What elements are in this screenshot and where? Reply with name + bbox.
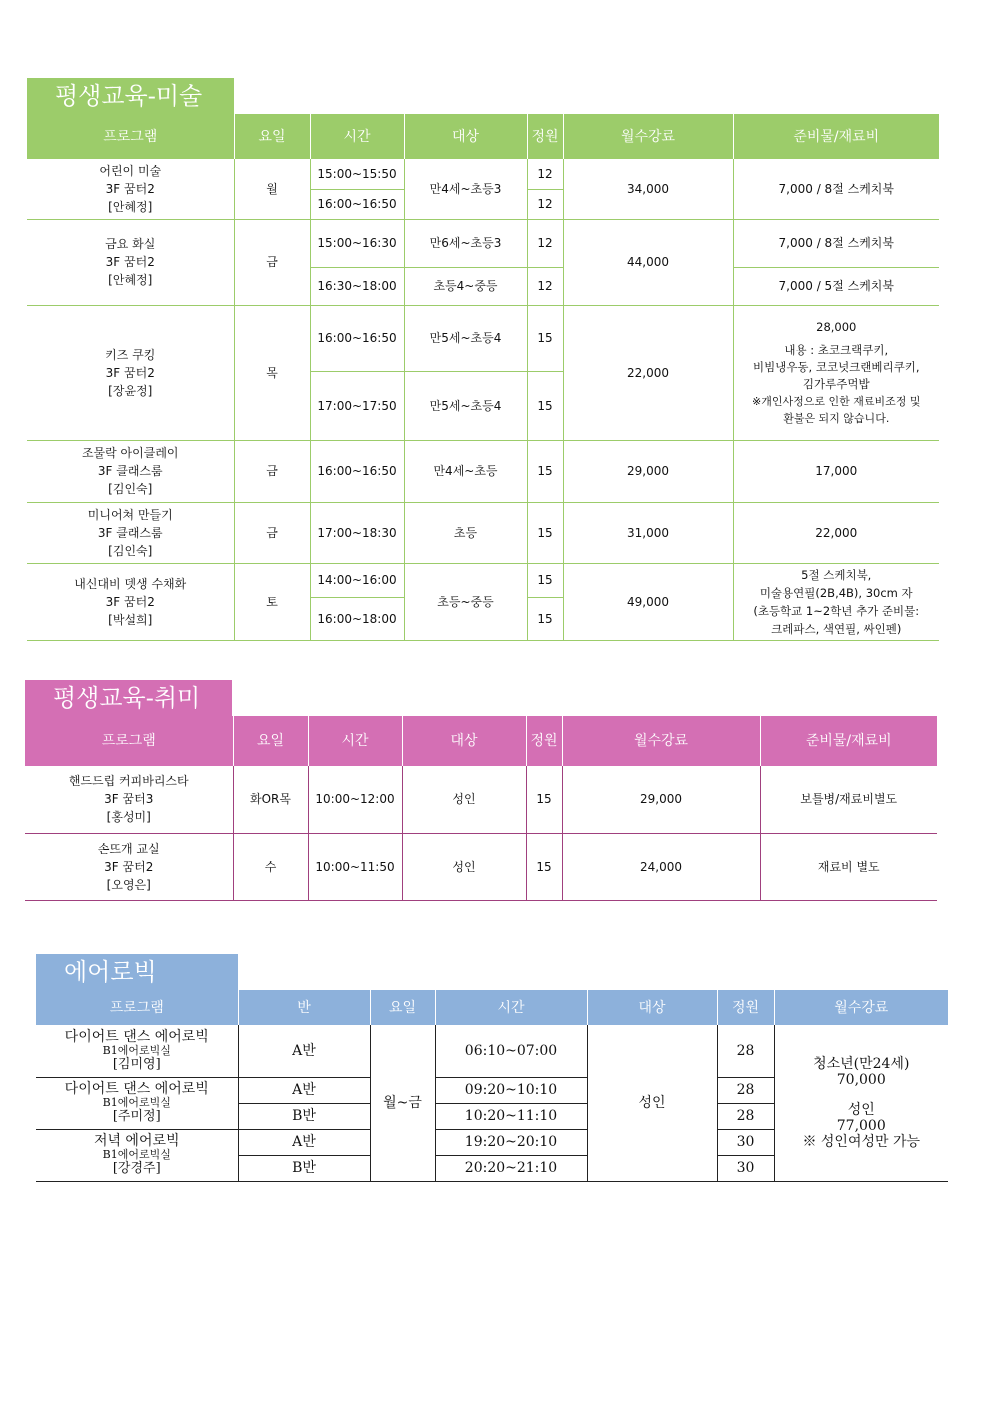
capacity-cell: 28	[717, 1103, 774, 1129]
header-program: 프로그램	[25, 716, 233, 766]
materials-cell: 7,000 / 5절 스케치북	[733, 267, 939, 305]
capacity-cell: 15	[526, 766, 562, 833]
header-target: 대상	[402, 716, 526, 766]
table-header-row	[25, 716, 937, 766]
capacity-cell: 12	[527, 189, 563, 219]
table-row	[27, 440, 939, 502]
program-cell	[27, 159, 234, 219]
materials-cell: 보틀병/재료비별도	[760, 766, 937, 833]
capacity-cell: 12	[527, 159, 563, 189]
materials-cell: 22,000	[733, 502, 939, 563]
table-row	[25, 833, 937, 900]
fee-line: 청소년(만24세)	[813, 1055, 910, 1072]
hobby-section	[25, 680, 937, 901]
materials-cell	[733, 563, 939, 640]
fee-line: 70,000	[836, 1071, 886, 1088]
program-room: 3F 꿈터3	[104, 792, 154, 807]
capacity-cell: 15	[526, 833, 562, 900]
day-cell: 화OR목	[233, 766, 308, 833]
program-room: 3F 꿈터2	[105, 181, 155, 196]
time-cell: 17:00~17:50	[310, 371, 404, 440]
program-name: 내신대비 뎃생 수채화	[74, 576, 187, 591]
table-row	[36, 1025, 948, 1077]
program-room: 3F 꿈터2	[105, 365, 155, 380]
time-cell: 15:00~15:50	[310, 159, 404, 189]
fee-cell: 29,000	[563, 440, 733, 502]
time-cell: 09:20~10:10	[435, 1077, 587, 1103]
target-cell: 성인	[402, 766, 526, 833]
aerobic-table	[36, 990, 948, 1182]
fee-cell: 22,000	[563, 305, 733, 440]
program-room: B1에어로빅실	[102, 1096, 171, 1109]
materials-line: 김가루주먹밥	[802, 376, 870, 391]
header-program: 프로그램	[27, 114, 234, 159]
target-cell: 만4세~초등3	[404, 159, 527, 219]
hobby-table	[25, 716, 937, 901]
time-cell: 19:20~20:10	[435, 1129, 587, 1155]
time-cell: 06:10~07:00	[435, 1025, 587, 1077]
table-row	[25, 766, 937, 833]
program-teacher: [주미정]	[112, 1109, 161, 1124]
table-row	[27, 219, 939, 267]
target-cell: 초등	[404, 502, 527, 563]
program-room: 3F 꿈터2	[104, 859, 154, 874]
capacity-cell: 15	[527, 305, 563, 371]
header-capacity: 정원	[526, 716, 562, 766]
aerobic-section	[36, 954, 948, 1182]
materials-line: (초등학교 1~2학년 추가 준비물:	[753, 603, 920, 618]
header-fee: 월수강료	[562, 716, 760, 766]
target-cell: 초등4~중등	[404, 267, 527, 305]
table-header-row	[36, 990, 948, 1025]
capacity-cell: 15	[527, 440, 563, 502]
program-room: B1에어로빅실	[102, 1043, 171, 1057]
table-row	[27, 159, 939, 189]
materials-line: ※개인사정으로 인한 재료비조정 및	[752, 394, 921, 408]
day-cell: 월	[234, 159, 310, 219]
day-cell: 월~금	[370, 1025, 435, 1181]
materials-line: 환불은 되지 않습니다.	[783, 411, 890, 425]
capacity-cell: 15	[527, 597, 563, 640]
program-name: 손뜨개 교실	[97, 841, 160, 856]
capacity-cell: 12	[527, 267, 563, 305]
header-day: 요일	[234, 114, 310, 159]
class-cell: A반	[238, 1077, 370, 1103]
program-name: 다이어트 댄스 에어로빅	[64, 1028, 209, 1045]
time-cell: 10:00~11:50	[308, 833, 402, 900]
capacity-cell: 30	[717, 1155, 774, 1181]
day-cell: 목	[234, 305, 310, 440]
program-cell	[25, 766, 233, 833]
program-name: 다이어트 댄스 에어로빅	[64, 1081, 209, 1097]
materials-cell	[733, 305, 939, 440]
program-name: 키즈 쿠킹	[105, 347, 156, 362]
materials-cell: 17,000	[733, 440, 939, 502]
program-name: 미니어쳐 만들기	[87, 507, 173, 522]
day-cell: 금	[234, 219, 310, 305]
header-class: 반	[238, 990, 370, 1025]
fee-cell	[774, 1025, 948, 1181]
class-cell: A반	[238, 1025, 370, 1077]
class-cell: B반	[238, 1155, 370, 1181]
program-room: 3F 꿈터2	[105, 594, 155, 609]
table-row	[27, 563, 939, 597]
time-cell: 10:20~11:10	[435, 1103, 587, 1129]
capacity-cell: 15	[527, 563, 563, 597]
materials-cell: 7,000 / 8절 스케치북	[733, 159, 939, 219]
program-name: 금요 화실	[105, 237, 156, 251]
program-cell	[27, 563, 234, 640]
time-cell: 14:00~16:00	[310, 563, 404, 597]
table-row	[27, 502, 939, 563]
target-cell: 만4세~초등	[404, 440, 527, 502]
header-materials: 준비물/재료비	[760, 716, 937, 766]
fee-cell: 29,000	[562, 766, 760, 833]
header-program: 프로그램	[36, 990, 238, 1025]
fee-cell: 24,000	[562, 833, 760, 900]
time-cell: 17:00~18:30	[310, 502, 404, 563]
time-cell: 16:00~16:50	[310, 189, 404, 219]
header-capacity: 정원	[527, 114, 563, 159]
materials-line: 내용 : 초코크랙쿠키,	[784, 342, 889, 357]
capacity-cell: 30	[717, 1129, 774, 1155]
capacity-cell: 28	[717, 1025, 774, 1077]
program-teacher: [안혜정]	[108, 199, 153, 214]
program-name: 저녁 에어로빅	[93, 1133, 180, 1149]
program-cell	[36, 1077, 238, 1129]
materials-line: 미술용연필(2B,4B), 30cm 자	[759, 585, 913, 600]
materials-line: 28,000	[816, 319, 857, 334]
header-capacity: 정원	[717, 990, 774, 1025]
header-time: 시간	[308, 716, 402, 766]
time-cell: 16:00~18:00	[310, 597, 404, 640]
table-row	[27, 305, 939, 371]
header-materials: 준비물/재료비	[733, 114, 939, 159]
program-teacher: [강경주]	[112, 1161, 161, 1176]
program-room: B1에어로빅실	[102, 1148, 171, 1161]
program-teacher: [박설희]	[108, 612, 153, 627]
capacity-cell: 15	[527, 371, 563, 440]
art-section	[27, 78, 939, 641]
target-cell: 성인	[402, 833, 526, 900]
program-name: 어린이 미술	[99, 163, 162, 178]
program-room: 3F 꿈터2	[105, 255, 155, 269]
program-cell	[27, 502, 234, 563]
capacity-cell: 15	[527, 502, 563, 563]
fee-line: ※ 성인여성만 가능	[802, 1133, 921, 1150]
hobby-section-title: 평생교육-취미	[25, 680, 232, 716]
target-cell: 만5세~초등4	[404, 371, 527, 440]
program-teacher: [김인숙]	[108, 543, 153, 558]
aerobic-section-title: 에어로빅	[36, 954, 238, 990]
time-cell: 16:00~16:50	[310, 440, 404, 502]
target-cell: 만5세~초등4	[404, 305, 527, 371]
materials-line: 비빔냉우동, 코코넛크랜베리쿠키,	[753, 359, 920, 374]
header-fee: 월수강료	[774, 990, 948, 1025]
day-cell: 수	[233, 833, 308, 900]
fee-line: 77,000	[836, 1117, 886, 1134]
day-cell: 토	[234, 563, 310, 640]
class-cell: A반	[238, 1129, 370, 1155]
header-day: 요일	[233, 716, 308, 766]
capacity-cell: 28	[717, 1077, 774, 1103]
program-name: 조물락 아이클레이	[81, 446, 179, 460]
program-room: 3F 클래스룸	[97, 525, 163, 540]
program-cell	[36, 1129, 238, 1181]
fee-line: 성인	[847, 1101, 875, 1118]
target-cell: 만6세~초등3	[404, 219, 527, 267]
header-time: 시간	[310, 114, 404, 159]
program-cell	[27, 305, 234, 440]
time-cell: 20:20~21:10	[435, 1155, 587, 1181]
program-teacher: [홍성미]	[106, 810, 151, 825]
target-cell: 초등~중등	[404, 563, 527, 640]
program-cell	[25, 833, 233, 900]
header-fee: 월수강료	[563, 114, 733, 159]
materials-cell: 재료비 별도	[760, 833, 937, 900]
time-cell: 16:00~16:50	[310, 305, 404, 371]
header-day: 요일	[370, 990, 435, 1025]
day-cell: 금	[234, 502, 310, 563]
materials-line: 크레파스, 색연필, 싸인펜)	[771, 621, 902, 636]
materials-cell: 7,000 / 8절 스케치북	[733, 219, 939, 267]
fee-cell: 31,000	[563, 502, 733, 563]
program-teacher: [김미영]	[112, 1056, 161, 1072]
header-time: 시간	[435, 990, 587, 1025]
program-room: 3F 클래스룸	[97, 464, 163, 478]
header-target: 대상	[404, 114, 527, 159]
class-cell: B반	[238, 1103, 370, 1129]
program-teacher: [안혜정]	[108, 273, 153, 287]
art-table	[27, 114, 939, 641]
fee-cell: 49,000	[563, 563, 733, 640]
time-cell: 16:30~18:00	[310, 267, 404, 305]
program-teacher: [장윤정]	[108, 383, 153, 398]
art-section-title: 평생교육-미술	[27, 78, 234, 114]
fee-cell: 34,000	[563, 159, 733, 219]
fee-cell: 44,000	[563, 219, 733, 305]
capacity-cell: 12	[527, 219, 563, 267]
materials-line: 5절 스케치북,	[801, 567, 872, 582]
time-cell: 10:00~12:00	[308, 766, 402, 833]
time-cell: 15:00~16:30	[310, 219, 404, 267]
target-cell: 성인	[587, 1025, 717, 1181]
program-name: 핸드드립 커피바리스타	[68, 774, 189, 789]
program-cell	[36, 1025, 238, 1077]
day-cell: 금	[234, 440, 310, 502]
program-cell	[27, 219, 234, 305]
program-teacher: [김인숙]	[108, 482, 153, 496]
table-header-row	[27, 114, 939, 159]
program-cell	[27, 440, 234, 502]
header-target: 대상	[587, 990, 717, 1025]
program-teacher: [오영은]	[106, 877, 151, 892]
